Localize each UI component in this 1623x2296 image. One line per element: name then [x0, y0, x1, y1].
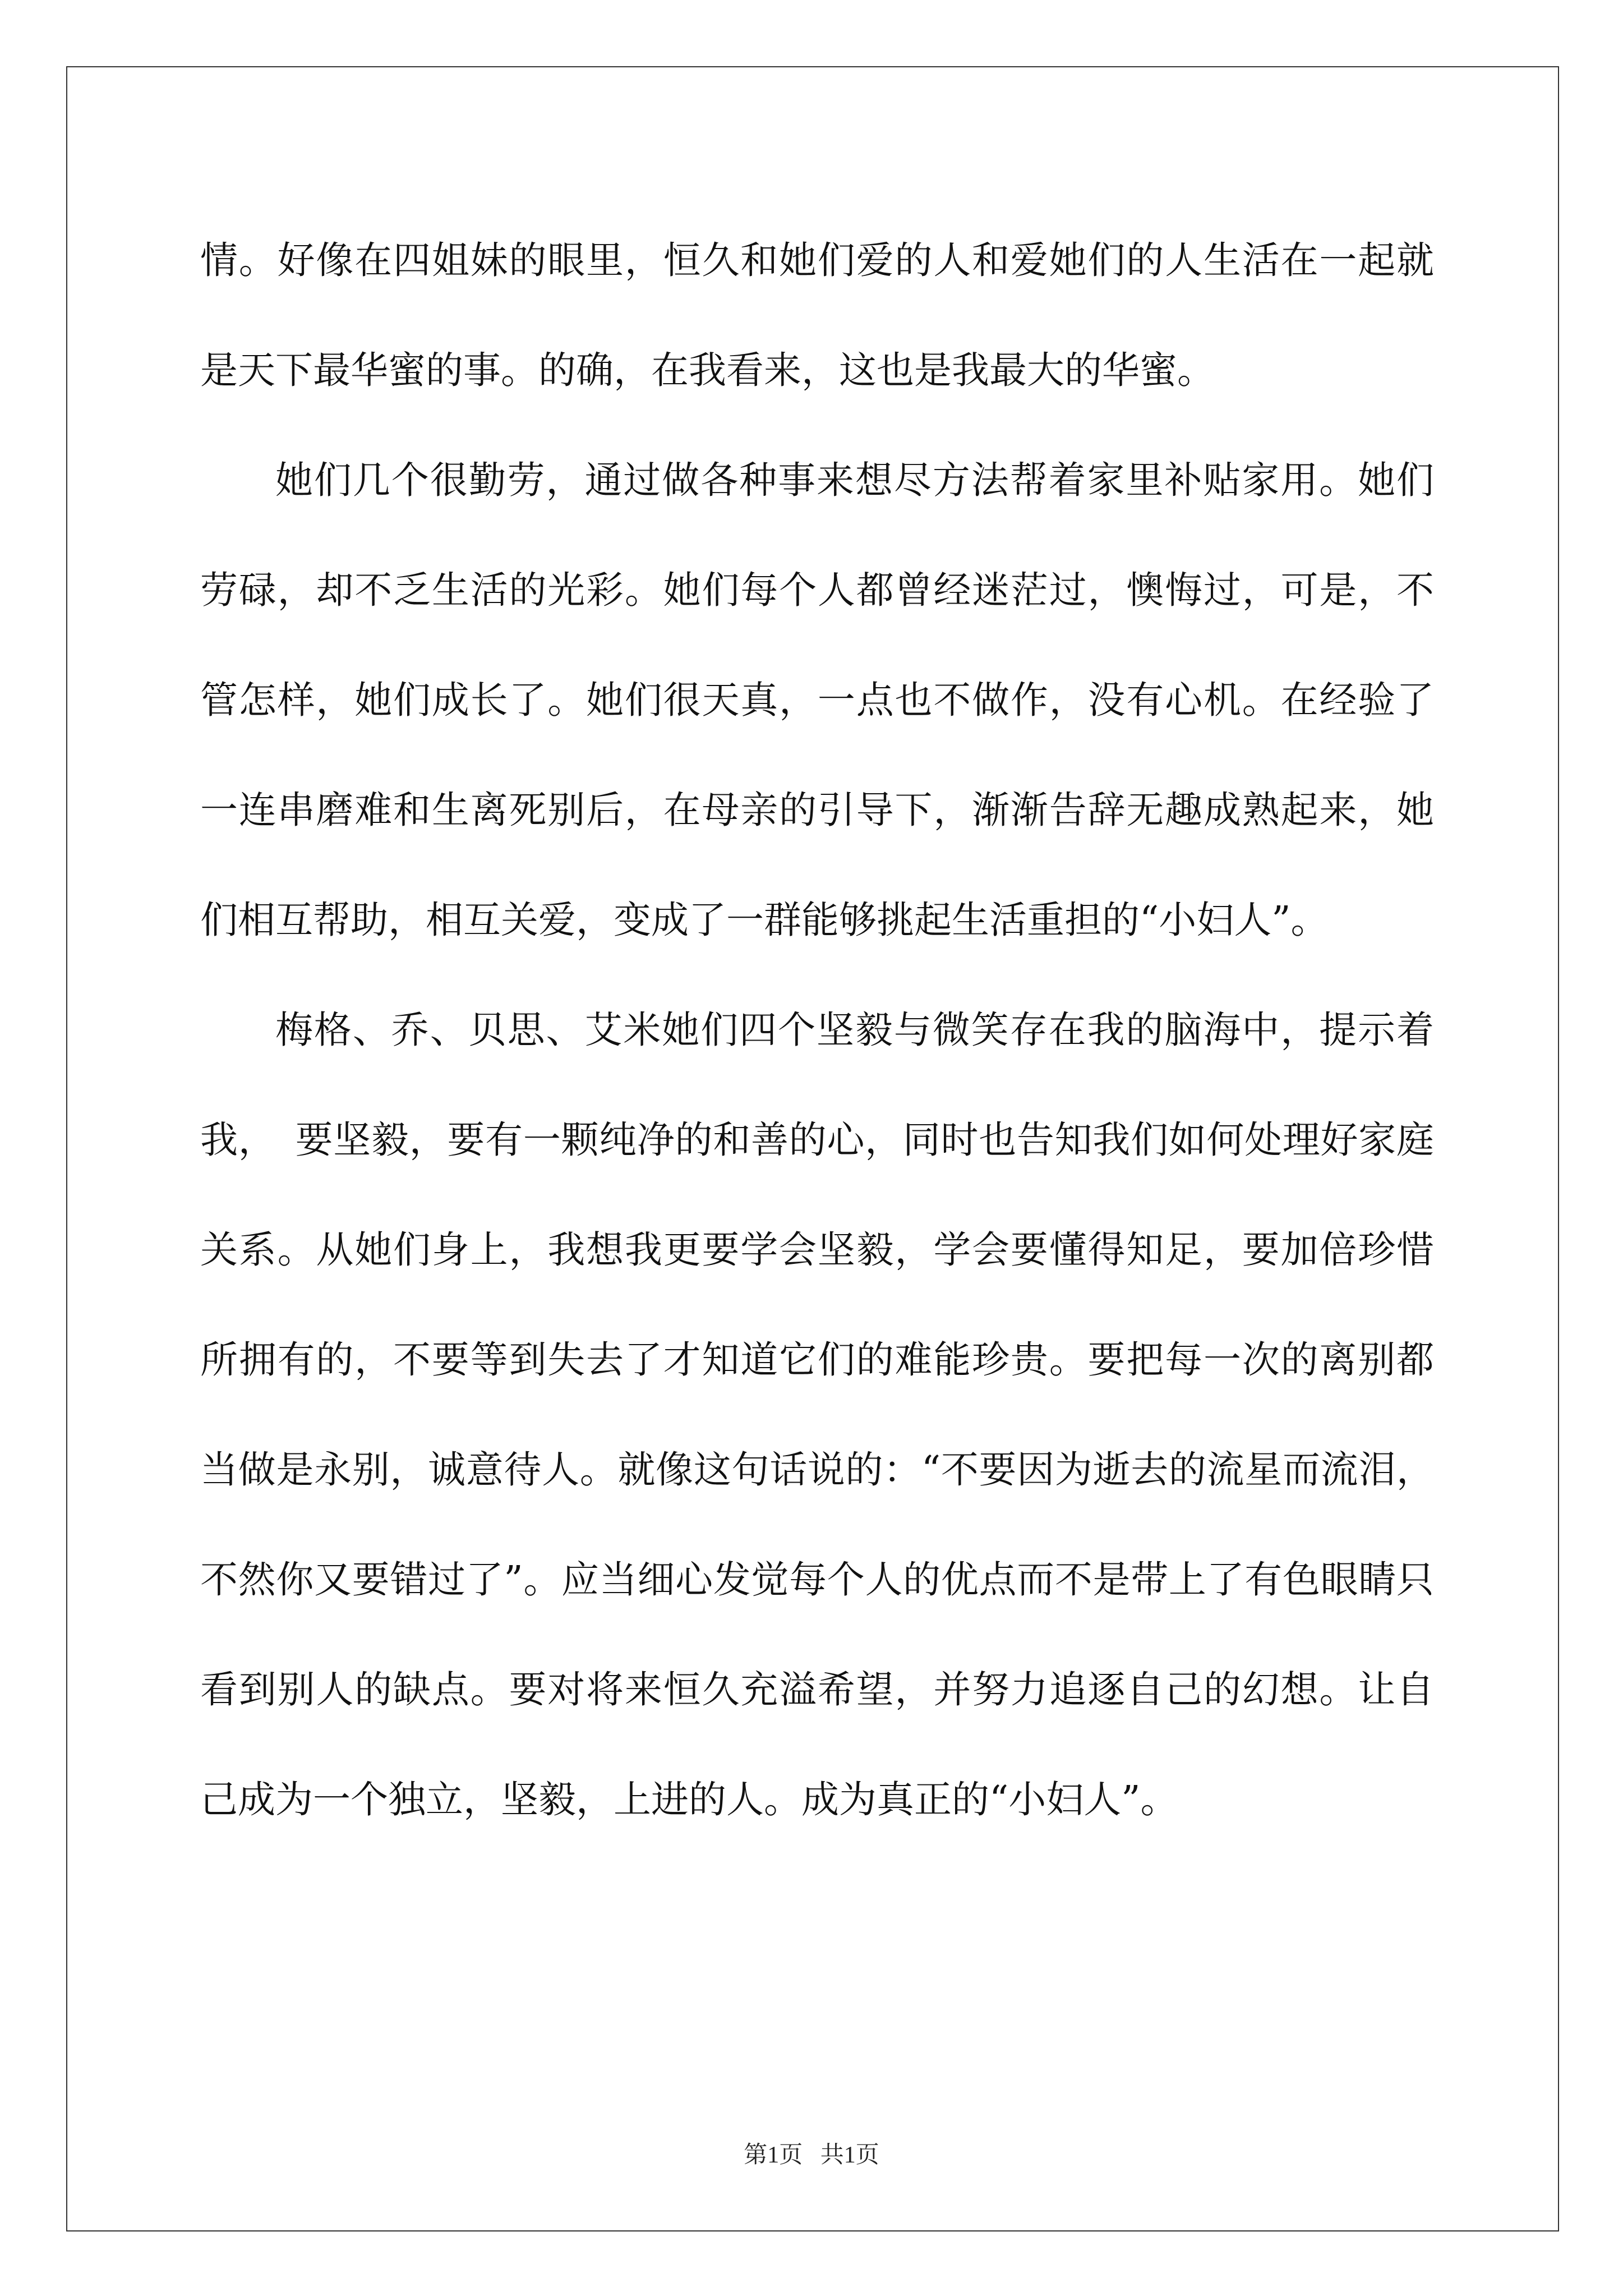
paragraph-1: 情。好像在四姐妹的眼里，恒久和她们爱的人和爱她们的人生活在一起就是天下最华蜜的事。的确，在我看来，这也是我最大的华蜜。: [200, 238, 1434, 392]
paragraph-3: 梅格、乔、贝思、艾米她们四个坚毅与微笑存在我的脑海中，提示着我， 要坚毅，要有一颗纯净的和善的心，同时也告知我们如何处理好家庭关系。从她们身上，我想我更要学会坚毅，学会要懂得知足，要加倍珍惜所拥有的，不要等到失去了才知道它们的难能珍贵。要把每一次的离别都当做是永别，诚意待人。就像这句话说的：“不要因为逝去的流星而流泪，不然你又要错过了”。应当细心发觉每个人的优点而不是带上了有色眼睛只看到别人的缺点。要对将来恒久充溢希望，并努力追逐自己的幻想。让自己成为一个独立，坚毅，上进的人。成为真正的“小妇人”。: [200, 1008, 1434, 1821]
total-pages: 共1页: [820, 2142, 879, 2168]
footer-separator: [803, 2142, 820, 2168]
page-footer: [0, 2136, 1623, 2170]
document-body: [200, 205, 1434, 1855]
page-number: 第1页: [744, 2142, 803, 2168]
paragraph-2: 她们几个很勤劳，通过做各种事来想尽方法帮着家里补贴家用。她们劳碌，却不乏生活的光彩。她们每个人都曾经迷茫过，懊悔过，可是，不管怎样，她们成长了。她们很天真，一点也不做作，没有心机。在经验了一连串磨难和生离死别后，在母亲的引导下，渐渐告辞无趣成熟起来，她们相互帮助，相互关爱，变成了一群能够挑起生活重担的“小妇人”。: [200, 458, 1434, 942]
